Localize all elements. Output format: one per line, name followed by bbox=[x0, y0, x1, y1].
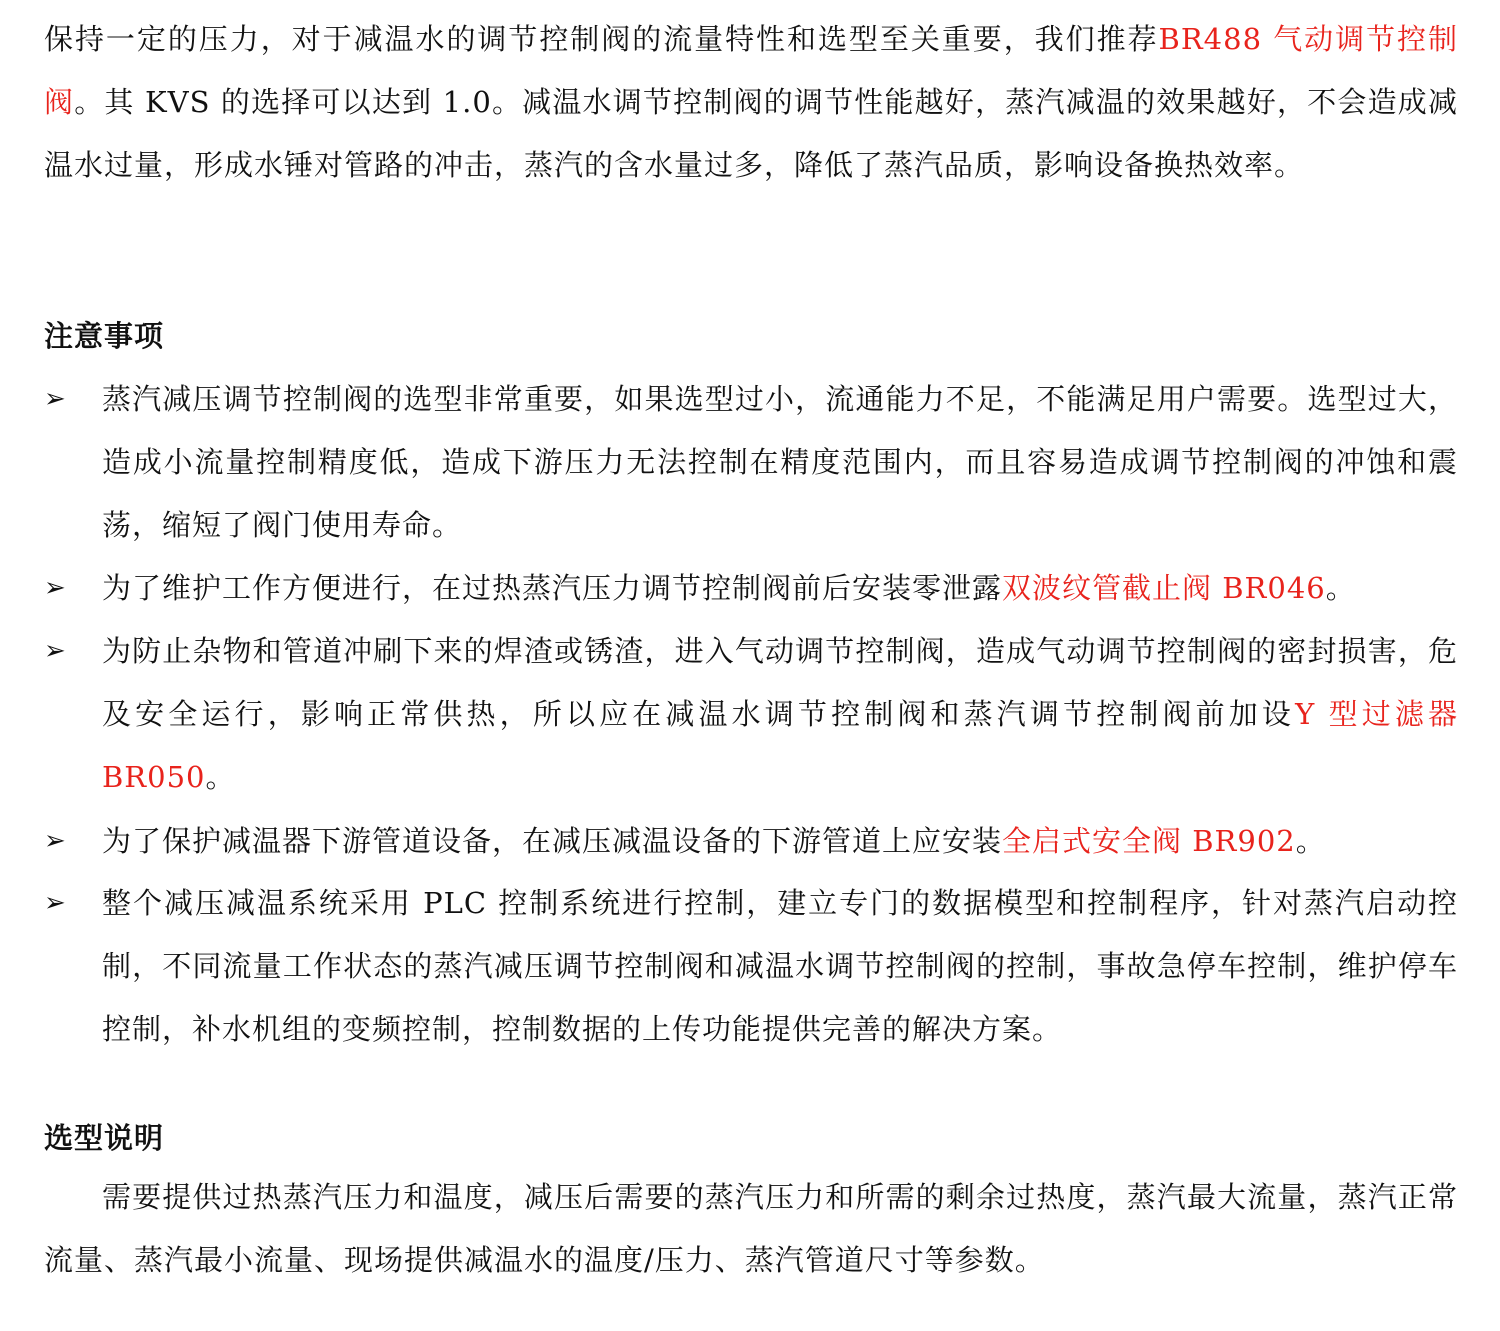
notes-item-4-body: 为了保护减温器下游管道设备，在减压减温设备的下游管道上应安装 bbox=[102, 824, 1003, 858]
br902-safety-valve-link[interactable]: 全启式安全阀 BR902 bbox=[1002, 824, 1296, 858]
notes-item-2-tail: 。 bbox=[1325, 571, 1356, 605]
selection-heading: 选型说明 bbox=[44, 1121, 165, 1155]
br488-valve-link[interactable]: BR488 气动调节控制阀 bbox=[44, 22, 1458, 119]
notes-item-1-text: 蒸汽减压调节控制阀的选型非常重要，如果选型过小，流通能力不足，不能满足用户需要。选型过大，造成小流量控制精度低，造成下游压力无法控制在精度范围内，而且容易造成调节控制阀的冲蚀和震荡，缩短了阀门使用寿命。 bbox=[102, 382, 1458, 542]
arrowhead-bullet-icon: ➢ bbox=[44, 826, 66, 856]
notes-item-4-tail: 。 bbox=[1295, 824, 1326, 858]
notes-heading: 注意事项 bbox=[44, 319, 165, 353]
arrowhead-bullet-icon: ➢ bbox=[44, 636, 66, 666]
intro-text-1: 保持一定的压力，对于减温水的调节控制阀的流量特性和选型至关重要，我们推荐 bbox=[44, 22, 1159, 56]
arrowhead-bullet-icon: ➢ bbox=[44, 573, 66, 603]
intro-paragraph bbox=[44, 8, 1458, 197]
arrowhead-bullet-icon: ➢ bbox=[44, 384, 66, 414]
notes-item-2-text bbox=[102, 557, 1458, 620]
intro-text-2: 。其 KVS 的选择可以达到 1.0。减温水调节控制阀的调节性能越好，蒸汽减温的效果越好，不会造成减温水过量，形成水锤对管路的冲击，蒸汽的含水量过多，降低了蒸汽品质，影响设备换热效率。 bbox=[44, 85, 1458, 182]
notes-item-3-body: 为防止杂物和管道冲刷下来的焊渣或锈渣，进入气动调节控制阀，造成气动调节控制阀的密封损害，危及安全运行，影响正常供热，所以应在减温水调节控制阀和蒸汽调节控制阀前加设 bbox=[102, 634, 1458, 731]
arrowhead-bullet-icon: ➢ bbox=[44, 888, 66, 918]
br050-filter-link[interactable]: Y 型过滤器 BR050 bbox=[102, 697, 1458, 794]
notes-item-2-body: 为了维护工作方便进行，在过热蒸汽压力调节控制阀前后安装零泄露 bbox=[102, 571, 1003, 605]
br046-valve-link[interactable]: 双波纹管截止阀 BR046 bbox=[1002, 571, 1326, 605]
notes-item-4-text bbox=[102, 810, 1458, 873]
notes-item-3-tail: 。 bbox=[205, 760, 236, 794]
notes-item-5-text: 整个减压减温系统采用 PLC 控制系统进行控制，建立专门的数据模型和控制程序，针对蒸汽启动控制，不同流量工作状态的蒸汽减压调节控制阀和减温水调节控制阀的控制，事故急停车控制，维护停车控制，补水机组的变频控制，控制数据的上传功能提供完善的解决方案。 bbox=[102, 886, 1458, 1046]
selection-paragraph: 需要提供过热蒸汽压力和温度，减压后需要的蒸汽压力和所需的剩余过热度，蒸汽最大流量，蒸汽正常流量、蒸汽最小流量、现场提供减温水的温度/压力、蒸汽管道尺寸等参数。 bbox=[44, 1180, 1458, 1277]
notes-item-3-text bbox=[102, 620, 1458, 809]
